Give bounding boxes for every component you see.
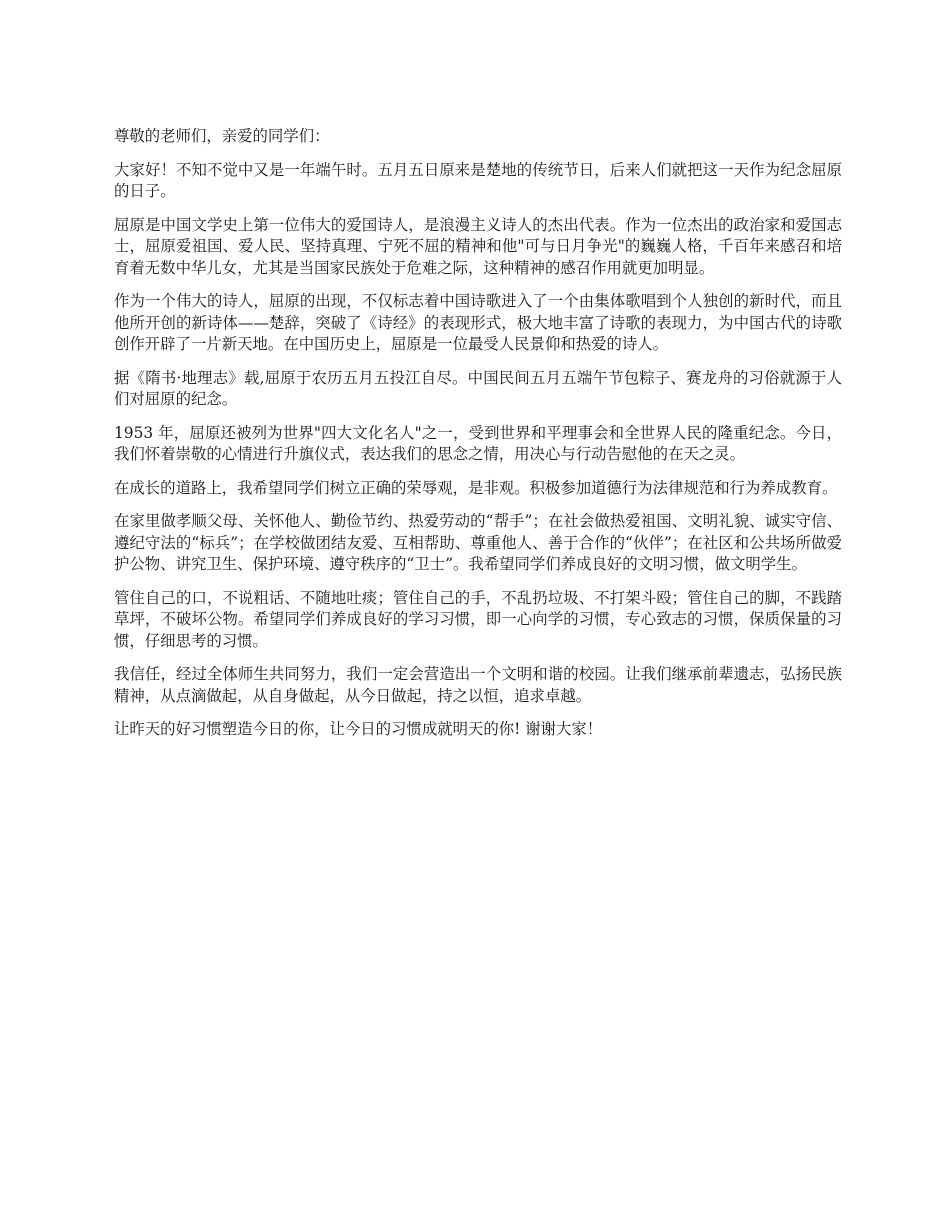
paragraph-greeting: 大家好！不知不觉中又是一年端午时。五月五日原来是楚地的传统节日，后来人们就把这一天作为纪念屈原的日子。 — [114, 160, 842, 200]
paragraph-quyuan-intro: 屈原是中国文学史上第一位伟大的爱国诗人，是浪漫主义诗人的杰出代表。作为一位杰出的政治家和爱国志士，屈原爱祖国、爱人民、坚持真理、宁死不屈的精神和他"可与日月争光"的巍巍人格，千百年来感召和培育着无数中华儿女，尤其是当国家民族处于危难之际，这种精神的感召作用就更加明显。 — [114, 215, 842, 277]
speech-body — [114, 126, 842, 753]
paragraph-history: 据《隋书·地理志》载,屈原于农历五月五投江自尽。中国民间五月五端午节包粽子、赛龙舟的习俗就源于人们对屈原的纪念。 — [114, 368, 842, 408]
paragraph-quyuan-poet: 作为一个伟大的诗人，屈原的出现，不仅标志着中国诗歌进入了一个由集体歌唱到个人独创的新时代，而且他所开创的新诗体——楚辞，突破了《诗经》的表现形式，极大地丰富了诗歌的表现力，为中国古代的诗歌创作开辟了一片新天地。在中国历史上，屈原是一位最受人民景仰和热爱的诗人。 — [114, 292, 842, 353]
paragraph-belief: 我信任，经过全体师生共同努力，我们一定会营造出一个文明和谐的校园。让我们继承前辈遗志，弘扬民族精神，从点滴做起，从自身做起，从今日做起，持之以恒，追求卓越。 — [114, 665, 842, 705]
paragraph-roles: 在家里做孝顺父母、关怀他人、勤俭节约、热爱劳动的“帮手”；在社会做热爱祖国、文明礼貌、诚实守信、遵纪守法的“标兵”；在学校做团结友爱、互相帮助、尊重他人、善于合作的“伙伴”；在社区和公共场所做爱护公物、讲究卫生、保护环境、遵守秩序的“卫士”。我希望同学们养成良好的文明习惯，做文明学生。 — [114, 512, 842, 573]
paragraph-closing: 让昨天的好习惯塑造今日的你，让今日的习惯成就明天的你! 谢谢大家！ — [114, 720, 603, 738]
paragraph-1953: 1953 年，屈原还被列为世界"四大文化名人"之一，受到世界和平理事会和全世界人民的隆重纪念。今日，我们怀着崇敬的心情进行升旗仪式，表达我们的思念之情，用决心与行动告慰他的在天之灵。 — [114, 423, 842, 463]
salutation: 尊敬的老师们，亲爱的同学们： — [114, 127, 330, 145]
paragraph-growth: 在成长的道路上，我希望同学们树立正确的荣辱观，是非观。积极参加道德行为法律规范和行为养成教育。 — [114, 478, 838, 497]
paragraph-habits: 管住自己的口，不说粗话、不随地吐痰；管住自己的手，不乱扔垃圾、不打架斗殴；管住自己的脚，不践踏草坪，不破坏公物。希望同学们养成良好的学习习惯，即一心向学的习惯，专心致志的习惯，保质保量的习惯，仔细思考的习惯。 — [114, 588, 842, 650]
